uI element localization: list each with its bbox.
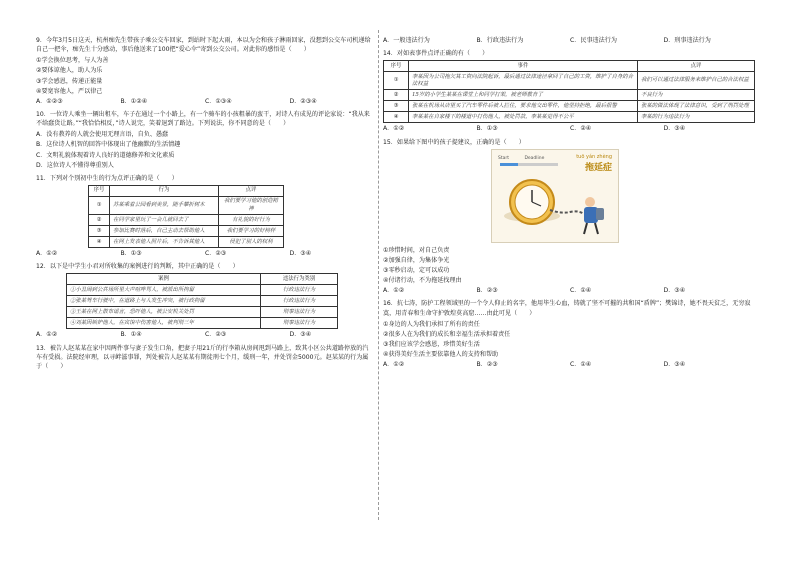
q15-choice-a: A．①② bbox=[383, 287, 405, 295]
q9-choice-a: A．①②③ bbox=[36, 97, 63, 105]
q14-header-comment: 点评 bbox=[638, 61, 755, 72]
q14-cell: 不良行为 bbox=[638, 90, 755, 101]
q11-cell: 在网上发表他人照片后，不告诉其他人 bbox=[110, 237, 219, 248]
q11-cell: 苏某乘着公园看到美景，随手攀折树木 bbox=[110, 196, 219, 214]
question-13-text: 13．被告人赵某某在家中因两件事与妻子发生口角，把妻子用21斤的行李箱从房间甩到马路上，致其小区公共道路停放的汽车有受损。法院经审理，以寻衅滋事罪，判处被告人赵某某有期徒刑七个月，缓刑一年，并处罚金5000元。赵某某的行为属于（ ） bbox=[36, 344, 369, 370]
q14-header-event: 事件 bbox=[409, 61, 638, 72]
question-12-text: 12．以下是中学生小君对所收集的案例进行的判断，其中正确的是（ ） bbox=[36, 263, 239, 271]
q11-choice-c: C．②③ bbox=[205, 250, 227, 258]
table-row bbox=[67, 318, 338, 329]
q9-choice-c: C．①③④ bbox=[205, 97, 232, 105]
table-row bbox=[67, 307, 338, 318]
q12-header-case: 案例 bbox=[67, 274, 261, 285]
question-11 bbox=[36, 174, 374, 258]
q9-choices bbox=[36, 97, 374, 106]
left-column bbox=[36, 36, 374, 373]
q13-choice-b: B．行政违法行为 bbox=[476, 37, 524, 44]
q11-cell: ① bbox=[89, 196, 110, 214]
q11-header-no: 序号 bbox=[89, 185, 110, 196]
q12-cell: 刑事违法行为 bbox=[261, 318, 338, 329]
illustration-title: 拖延症 bbox=[584, 162, 612, 173]
q15-item-3: ③零秒启动，定可以成功 bbox=[383, 266, 450, 274]
q15-item-1: ①珍惜时间，对自己负责 bbox=[383, 246, 450, 254]
q12-choices bbox=[36, 330, 374, 339]
q14-cell: ④ bbox=[384, 112, 409, 123]
q16-item-1: ①身边的人为我们承担了所有的责任 bbox=[383, 320, 480, 328]
q10-item-b: B．这位诗人机智的回答中体现出了他幽默的生活情趣 bbox=[36, 141, 181, 149]
q12-choice-d: D．③④ bbox=[289, 331, 312, 339]
column-divider bbox=[378, 30, 379, 520]
q14-cell: 张某在机场从店里买了汽车零件后被人拦住，要求他交出零件，他坚持拒绝，最后报警 bbox=[409, 101, 638, 112]
q10-item-d: D．这位诗人不懂得尊重别人 bbox=[36, 161, 114, 169]
q9-choice-d: D．②③④ bbox=[289, 97, 317, 105]
question-11-text: 11．下列对个别初中生的行为点评正确的是（ ） bbox=[36, 174, 178, 182]
q14-cell: ③ bbox=[384, 101, 409, 112]
q12-cell: ②张某驾车行驶中，在道路上与人发生冲突，被行政拘留 bbox=[67, 296, 261, 307]
q11-header-comment: 点评 bbox=[219, 185, 284, 196]
q15-choice-c: C．①④ bbox=[570, 287, 592, 295]
q12-choice-a: A．①② bbox=[36, 331, 58, 339]
illustration-start-label: Start bbox=[498, 155, 509, 161]
question-9-text: 9．今年3月5日这天，杭州痴先生带孩子乘公交车回家，到站时下起大雨，本以为会和孩子淋雨回家，没想到公交车司机递给自己一把伞，痴先生十分感动，事后他送来了100把“爱心伞”寄到公交公司。对此你的感悟是（ ） bbox=[36, 37, 371, 54]
question-15 bbox=[383, 138, 757, 296]
q16-choice-c: C．①④ bbox=[570, 361, 592, 369]
q9-item-3: ③学会感恩，传递正能量 bbox=[36, 77, 103, 85]
q11-cell: ④ bbox=[89, 237, 110, 248]
q11-cell: ③ bbox=[89, 226, 110, 237]
q13-choice-c: C．民事违法行为 bbox=[570, 37, 617, 44]
q11-cell: ② bbox=[89, 215, 110, 226]
question-14 bbox=[383, 49, 757, 133]
q11-choice-a: A．①② bbox=[36, 250, 58, 258]
q11-table bbox=[88, 185, 284, 248]
q14-cell: ① bbox=[384, 72, 409, 90]
q16-item-4: ④获得美好生活主要依靠他人的支持和帮助 bbox=[383, 351, 499, 359]
q12-cell: 刑事违法行为 bbox=[261, 307, 338, 318]
table-row bbox=[384, 112, 755, 123]
table-row bbox=[89, 237, 284, 248]
q11-cell: 参加比赛时落后，自己主动去帮助他人 bbox=[110, 226, 219, 237]
table-row bbox=[384, 90, 755, 101]
q14-choices bbox=[383, 124, 757, 133]
q9-item-1: ①学会换位思考，与人为善 bbox=[36, 57, 109, 65]
q16-choices bbox=[383, 360, 757, 369]
q15-choice-d: D．③④ bbox=[663, 287, 686, 295]
q11-choice-d: D．③④ bbox=[289, 250, 312, 258]
table-row bbox=[67, 285, 338, 296]
q12-cell: 行政违法行为 bbox=[261, 296, 338, 307]
q14-choice-a: A．①② bbox=[383, 125, 405, 133]
q13-choice-d: D．刑事违法行为 bbox=[663, 37, 711, 44]
q11-choice-b: B．①③ bbox=[120, 250, 142, 258]
table-row bbox=[89, 226, 284, 237]
q14-cell: 15岁的小学生某某在课堂上和同学打架，被老师教育了 bbox=[409, 90, 638, 101]
q15-choice-b: B．②③ bbox=[476, 287, 498, 295]
q12-cell: ①小丑闹到公共场所里大声喧哗骂人，被派出所拘留 bbox=[67, 285, 261, 296]
question-10 bbox=[36, 110, 374, 170]
illustration-pinyin: tuō yán zhèng bbox=[576, 153, 612, 160]
table-row bbox=[384, 101, 755, 112]
q9-item-2: ②要体谅他人，助人为乐 bbox=[36, 67, 103, 75]
table-row bbox=[67, 296, 338, 307]
question-15-text: 15．如果给下图中的孩子提建议，正确的是（ ） bbox=[383, 138, 525, 146]
question-10-text: 10．一位诗人乘坐一辆出租车，车子在通过一个小路上，有一个骑车的小孩粗暴的蛮干，对诗人有成见的评论家说：“我从来不给蠢货让路。”“我恰恰相反，”诗人说完，笑着退到了路边。下列说法，你不同意的是（ ） bbox=[36, 110, 370, 128]
q16-item-3: ③我们应该学会感恩，珍惜美好生活 bbox=[383, 340, 480, 348]
q14-cell: ② bbox=[384, 90, 409, 101]
q12-choice-b: B．①④ bbox=[120, 331, 142, 339]
q12-cell: ④刘某因嫉妒他人，在宾馆中伤害他人，被判刑三年 bbox=[67, 318, 261, 329]
q14-header-no: 序号 bbox=[384, 61, 409, 72]
question-14-text: 14．对如表事件点评正确的有（ ） bbox=[383, 50, 489, 58]
q16-choice-a: A．①② bbox=[383, 361, 405, 369]
q14-cell: 我们可以通过法律服务来维护自己的合法权益 bbox=[638, 72, 755, 90]
question-13 bbox=[36, 344, 374, 371]
question-16 bbox=[383, 299, 757, 369]
q12-table bbox=[66, 273, 338, 329]
q14-choice-c: C．②④ bbox=[570, 125, 592, 133]
q13-choice-a: A．一般违法行为 bbox=[383, 37, 430, 44]
procrastination-illustration bbox=[491, 149, 619, 243]
q14-choice-b: B．①③ bbox=[476, 125, 498, 133]
illustration-deadline-label: Deadline bbox=[524, 155, 545, 161]
table-row bbox=[384, 72, 755, 90]
q14-cell: 李某的行为违法行为 bbox=[638, 112, 755, 123]
q14-table bbox=[383, 60, 755, 123]
q16-item-2: ②很多人在为我们的成长和幸福生活承担着责任 bbox=[383, 330, 511, 338]
q11-header-behavior: 行为 bbox=[110, 185, 219, 196]
q14-cell: 李某某在自家楼下的楼道中打伤他人，被处罚款，李某某觉得不公平 bbox=[409, 112, 638, 123]
q14-cell: 张某的做法体现了法律意识，受到了刑罚处理 bbox=[638, 101, 755, 112]
q10-item-a: A．没有教养的人就会使用无理言语，自负、愚蠢 bbox=[36, 131, 169, 139]
q12-header-category: 违法行为类别 bbox=[261, 274, 338, 285]
q11-choices bbox=[36, 249, 374, 258]
q10-item-c: C．文明礼貌体现着诗人良好的道德修养和文化素质 bbox=[36, 151, 175, 159]
q16-choice-b: B．②③ bbox=[476, 361, 498, 369]
q12-choice-c: C．②③ bbox=[205, 331, 227, 339]
q11-cell: 在同学家里玩了一会儿就回去了 bbox=[110, 215, 219, 226]
clock-chain-image bbox=[492, 150, 618, 242]
q15-choices bbox=[383, 286, 757, 295]
q14-cell: 李某因为公司拖欠其工资向法院起诉，最后通过法律途径拿回了自己的工资，维护了自身的合法权益 bbox=[409, 72, 638, 90]
q14-choice-d: D．③④ bbox=[663, 125, 686, 133]
q11-cell: 我们要学习的好榜样 bbox=[219, 226, 284, 237]
q11-cell: 有礼貌的好行为 bbox=[219, 215, 284, 226]
q12-cell: 行政违法行为 bbox=[261, 285, 338, 296]
q11-cell: 侵犯了别人的权利 bbox=[219, 237, 284, 248]
q12-cell: ③王某在网上散布谣言，恐吓他人，被公安机关处罚 bbox=[67, 307, 261, 318]
question-9 bbox=[36, 36, 374, 106]
q16-choice-d: D．③④ bbox=[663, 361, 686, 369]
q11-cell: 我们要学习他的创造精神 bbox=[219, 196, 284, 214]
table-row bbox=[89, 196, 284, 214]
q15-item-4: ④付诸行动，不为拖延找理由 bbox=[383, 277, 462, 285]
table-row bbox=[89, 215, 284, 226]
q9-choice-b: B．①②④ bbox=[120, 97, 148, 105]
q9-item-4: ④要宽容他人，严以律己 bbox=[36, 87, 103, 95]
question-16-text: 16．抗七涛，防护工程领域里的一个令人仰止的名字，他用毕生心血，铸就了坚不可摧的共和国“盾牌”；樊锦诗，她不畏天贫乏，无穷寂寞，用青春和生命守护敦煌莫高窟……由此可见（ ） bbox=[383, 300, 751, 317]
right-column bbox=[383, 36, 757, 373]
question-12 bbox=[36, 262, 374, 339]
q13-choices bbox=[383, 36, 757, 45]
q15-item-2: ②加强自律，为集体争光 bbox=[383, 256, 450, 264]
